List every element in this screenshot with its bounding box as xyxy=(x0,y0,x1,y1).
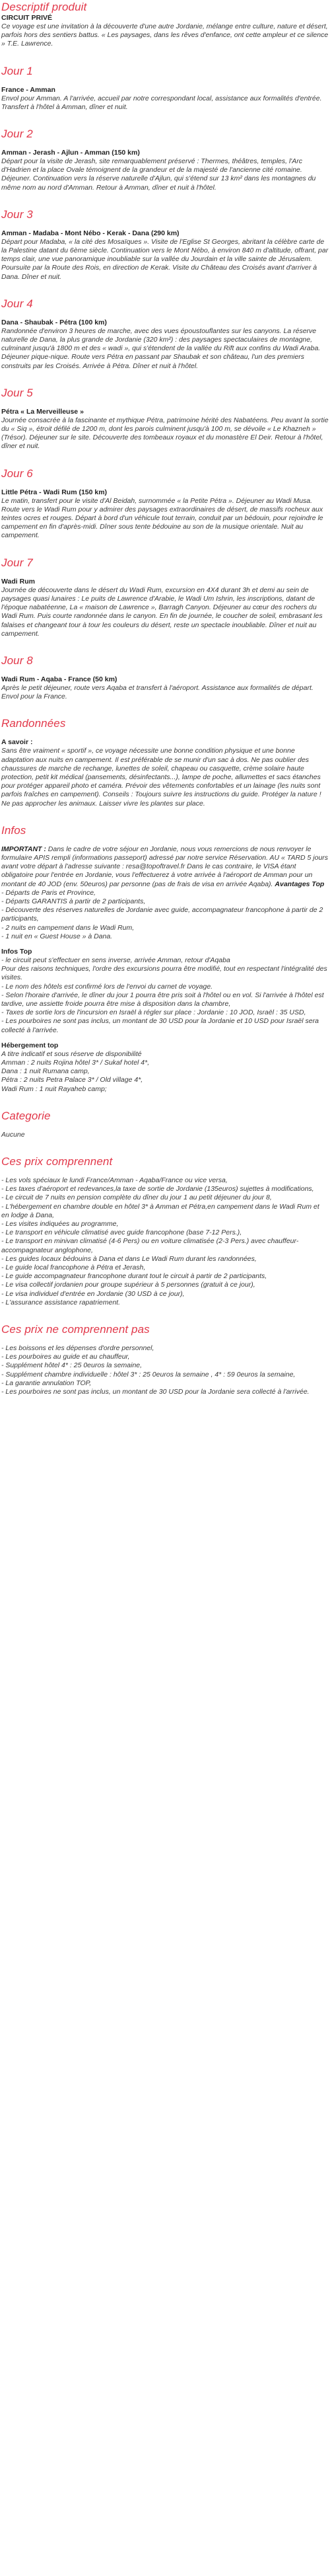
prix-comprennent-item: - Le circuit de 7 nuits en pension complète du dîner du jour 1 au petit déjeuner du jour 8, xyxy=(1,1193,272,1202)
infos-section xyxy=(1,824,329,1094)
day-subtitle: Amman - Jerash - Ajlun - Amman (150 km) xyxy=(1,149,140,157)
day-title: Jour 5 xyxy=(1,386,33,399)
prix-non-comprennent-item: - Supplément chambre individuelle : hôtel 3* : 25 0euros la semaine , 4* : 59 0euros la semaine, xyxy=(1,1370,296,1379)
day-text: Après le petit déjeuner, route vers Aqaba et transfert à l'aéroport. Assistance aux formalités de départ. Envol pour la France. xyxy=(1,683,314,701)
day-section xyxy=(1,467,329,541)
prix-comprennent-item: - Le transport en véhicule climatisé avec guide francophone (base 7-12 Pers.), xyxy=(1,1229,242,1237)
day-section xyxy=(1,208,329,282)
infotop-item: - le circuit peut s'effectuer en sens inverse, arrivée Amman, retour d'Aqaba xyxy=(1,956,230,964)
prix-non-comprennent-list xyxy=(1,1344,329,1396)
prix-comprennent-item: - Le guide local francophone à Pétra et Jerash, xyxy=(1,1264,146,1272)
prix-non-comprennent-item: - Les pourboires ne sont pas inclus, un montant de 30 USD pour la Jordanie sera collecté à l'arrivée. xyxy=(1,1388,310,1396)
prix-comprennent-item: - Les guides locaux bédouins à Dana et dans Le Wadi Rum durant les randonnées, xyxy=(1,1254,257,1263)
day-section xyxy=(1,65,329,112)
description-label: CIRCUIT PRIVÉ xyxy=(1,14,53,22)
day-title: Jour 8 xyxy=(1,654,33,667)
page xyxy=(0,1,330,1396)
hebergement-item: Pétra : 2 nuits Petra Palace 3* / Old village 4*, xyxy=(1,1076,143,1084)
infotop-item: - Le nom des hôtels est confirmé lors de l'envoi du carnet de voyage. xyxy=(1,982,213,991)
prix-non-comprennent-title: Ces prix ne comprennent pas xyxy=(1,1323,150,1336)
prix-comprennent-item: - Les vols spéciaux le lundi France/Amman - Aqaba/France ou vice versa, xyxy=(1,1176,228,1185)
avantage-item: - Découverte des réserves naturelles de Jordanie avec guide, accompagnateur francophone à partir de 2 participants, xyxy=(1,906,323,923)
categorie-text: Aucune xyxy=(1,1130,25,1139)
hebergement-item: A titre indicatif et sous réserve de disponibilité xyxy=(1,1049,142,1058)
description-section xyxy=(1,1,329,49)
infotop-list xyxy=(1,956,329,1035)
infos-important xyxy=(1,845,329,889)
day-text: Randonnée d'environ 3 heures de marche, avec des vues époustouflantes sur les canyons. La réserve naturelle de Dana, la plus grande de Jordanie (320 km²) : des paysages spectaculaires de montagne, culminant jusqu'à 1800 m et des « wadi », qui s'étendent de la vallée du Rift aux confins du Wadi Araba. Déjeuner pique-nique. Route vers Pétra en passant par Shaubak et son château, l'un des premiers construits par les Croisés. Arrivée à Pétra. Dîner et nuit à l'hôtel. xyxy=(1,326,321,370)
day-text: Départ pour la visite de Jerash, site remarquablement préservé : Thermes, théâtres, temples, l'Arc d'Hadrien et la place Ovale témoignent de la grandeur et de la majesté de l'ancienne cité romaine. Déjeuner. Continuation vers la réserve naturelle d'Ajlun, qui s'étend sur 13 km² dans les montagnes du même nom au nord d'Amman. Retour à Amman, dîner et nuit à l'hôtel. xyxy=(1,157,316,192)
day-text: Journée consacrée à la fascinante et mythique Pétra, patrimoine hérité des Nabatéens. Peu avant la sortie du « Siq », étroit défilé de 1200 m, dont les parois culminent jusqu'à 100 m, se dévoile « Le Khazneh » (Trésor). Déjeuner sur le site. Découverte des tombeaux royaux et du monastère El Deir. Retour à l'hôtel, dîner et nuit. xyxy=(1,416,329,451)
day-text: Départ pour Madaba, « la cité des Mosaïques ». Visite de l'Eglise St Georges, abritant la célèbre carte de la Palestine datant du 6ème siècle. Continuation vers le Mont Nébo, à environ 840 m d'altitude, offrant, par temps clair, une vue panoramique inoubliable sur la vallée du Jourdain et la ville sainte de Jérusalem. Poursuite par la Route des Rois, en direction de Kerak. Visite du Château des Croisés avant d'arriver à Dana. Dîner et nuit. xyxy=(1,237,329,281)
prix-comprennent-title: Ces prix comprennent xyxy=(1,1155,113,1168)
day-subtitle: Dana - Shaubak - Pétra (100 km) xyxy=(1,318,107,326)
prix-comprennent-item: - L'assurance assistance rapatriement. xyxy=(1,1298,121,1307)
hebergement-item: Wadi Rum : 1 nuit Rayaheb camp; xyxy=(1,1084,107,1093)
randonnees-label: A savoir : xyxy=(1,738,33,747)
infos-avantages-label: Avantages Top xyxy=(275,880,325,888)
day-subtitle: France - Amman xyxy=(1,85,55,94)
avantages-list xyxy=(1,889,329,941)
day-title: Jour 6 xyxy=(1,467,33,480)
prix-comprennent-item: - L'hébergement en chambre double en hôtel 3* à Amman et Pétra,en campement dans le Wadi Rum et en lodge à Dana, xyxy=(1,1202,319,1219)
prix-comprennent-section xyxy=(1,1155,329,1307)
prix-comprennent-item: - Le transport en minivan climatisé (4-6 Pers) ou en voiture climatisée (2-3 Pers.) avec chauffeur-accompagnateur anglophone, xyxy=(1,1237,299,1254)
hebergement-label: Hébergement top xyxy=(1,1041,59,1049)
day-title: Jour 1 xyxy=(1,64,33,77)
infos-important-text: Dans le cadre de votre séjour en Jordanie, nous vous remercions de nous renvoyer le formulaire APIS rempli (informations passeport) adressé par notre service Réservation. AU « TARD 5 jours avant votre départ à l'adresse suivante : resa@topoftravel.fr Dans le cas contraire, le VISA étant obligatoire pour l'entrée en Jordanie, vous l'effectuerez à votre arrivée à l'aéroport de Amman pour un montant de 40 JOD (env. 50euros) par personne (pas de frais de visa en arrivée Aqaba). xyxy=(1,845,329,888)
categorie-section xyxy=(1,1110,329,1139)
infos-important-label: IMPORTANT : xyxy=(1,845,46,853)
day-text: Le matin, transfert pour le visite d'Al Beidah, surnommée « la Petite Pétra ». Déjeuner au Wadi Musa. Route vers le Wadi Rum pour y admirer des paysages extraordinaires de désert, de massifs rocheux aux teintes ocres et rouges. Départ à bord d'un véhicule tout terrain, conduit par un bédouin, pour rejoindre le campement en fin d'après-midi. Dîner sous tente bédouine au son de la musique orientale. Nuit au campement. xyxy=(1,496,323,540)
prix-comprennent-item: - Les taxes d'aéroport et redevances,la taxe de sortie de Jordanie (135euros) sujettes à modifications, xyxy=(1,1185,314,1193)
day-section xyxy=(1,654,329,701)
avantage-item: - Départs de Paris et Province, xyxy=(1,888,96,897)
hebergement-item: Amman : 2 nuits Rojina hôtel 3* / Sukaf hotel 4*, xyxy=(1,1059,150,1067)
day-section xyxy=(1,387,329,451)
prix-comprennent-item: - Le guide accompagnateur francophone durant tout le circuit à partir de 2 participants, xyxy=(1,1272,267,1281)
prix-non-comprennent-item: - Les boissons et les dépenses d'ordre personnel, xyxy=(1,1344,154,1353)
day-title: Jour 4 xyxy=(1,297,33,310)
prix-non-comprennent-section xyxy=(1,1323,329,1396)
day-subtitle: Wadi Rum - Aqaba - France (50 km) xyxy=(1,675,117,683)
infotop-item: - Taxes de sortie lors de l'incursion en Israël à régler sur place : Jordanie : 10 JOD, Israël : 35 USD, xyxy=(1,1008,306,1017)
day-subtitle: Amman - Madaba - Mont Nébo - Kerak - Dana (290 km) xyxy=(1,229,180,237)
infotop-item: - Les pourboires ne sont pas inclus, un montant de 30 USD pour la Jordanie et 10 USD pour Israël sera collecté à l'arrivée. xyxy=(1,1017,319,1034)
day-title: Jour 7 xyxy=(1,556,33,569)
avantage-item: - 1 nuit en « Guest House » à Dana. xyxy=(1,932,113,940)
randonnees-section xyxy=(1,717,329,808)
infotop-item: Pour des raisons techniques, l'ordre des excursions pourra être modifié, tout en respectant l'intégralité des visites. xyxy=(1,965,327,982)
day-text: Journée de découverte dans le désert du Wadi Rum, excursion en 4X4 durant 3h et demi au sein de paysages quasi lunaires : Le puits de Lawrence d'Arabie, le Wadi Um Ishrin, les inscriptions, datant de l'époque nabatéenne, La « maison de Lawrence », Barragh Canyon. Déjeuner au cœur des rochers du Wadi Rum. Puis courte randonnée dans le canyon. En fin de journée, le coucher de soleil, embrasant les falaises et changeant tour à tour les couleurs du désert, reste un spectacle inoubliable. Dîner et nuit au campement. xyxy=(1,586,323,638)
infotop-label: Infos Top xyxy=(1,947,32,956)
randonnees-text: Sans être vraiment « sportif », ce voyage nécessite une bonne condition physique et une bonne adaptation aux nuits en campement. Il est préférable de se munir d'un sac à dos. Ne pas oublier des chaussures de marche de rechange, lunettes de soleil, chapeau ou casquette, crème solaire haute protection, petit kit médical (pansements, désinfectants...), lampe de poche, allumettes et sacs étanches pour protéger appareil photo et caméra. Prévoir des vêtements confortables et un lainage (les nuits sont parfois fraîches en campement). Conseils : Toujours suivre les instructions du guide. Protéger la nature ! Ne pas approcher les animaux. Laisser vivre les plantes sur place. xyxy=(1,747,321,808)
randonnees-title: Randonnées xyxy=(1,717,66,730)
hebergement-item: Dana : 1 nuit Rumana camp, xyxy=(1,1067,90,1076)
avantage-item: - Départs GARANTIS à partir de 2 participants, xyxy=(1,897,146,905)
prix-non-comprennent-item: - La garantie annulation TOP, xyxy=(1,1379,92,1387)
day-section xyxy=(1,128,329,192)
day-text: Envol pour Amman. A l'arrivée, accueil par notre correspondant local, assistance aux formalités d'entrée. Transfert à l'hôtel à Amman, dîner et nuit. xyxy=(1,94,322,111)
day-subtitle: Pétra « La Merveilleuse » xyxy=(1,407,84,416)
prix-comprennent-item: - Les visites indiquées au programme, xyxy=(1,1220,119,1229)
description-text: Ce voyage est une invitation à la découverte d'une autre Jordanie, mélange entre culture, nature et désert, parfois hors des sentiers battus. « Les paysages, dans les rêves d'enfance, ont cette ampleur et ce silence » T.E. Lawrence. xyxy=(1,22,329,48)
description-title: Descriptif produit xyxy=(1,1,87,13)
prix-comprennent-item: - Le visa individuel d'entrée en Jordanie (30 USD à ce jour), xyxy=(1,1289,185,1298)
prix-comprennent-item: - Le visa collectif jordanien pour groupe supérieur à 5 personnes (gratuit à ce jour), xyxy=(1,1281,255,1289)
day-subtitle: Wadi Rum xyxy=(1,577,35,586)
infotop-item: - Selon l'horaire d'arrivée, le dîner du jour 1 pourra être pris soit à l'hôtel ou en vol. Si l'arrivée à l'hôtel est tardive, une assiette froide pourra être mise à disposition dans la chambre, xyxy=(1,991,324,1008)
day-section xyxy=(1,556,329,638)
hebergement-list xyxy=(1,1050,329,1094)
prix-non-comprennent-item: - Les pourboires au guide et au chauffeur, xyxy=(1,1353,130,1361)
avantage-item: - 2 nuits en campement dans le Wadi Rum, xyxy=(1,923,135,932)
day-subtitle: Little Pétra - Wadi Rum (150 km) xyxy=(1,488,108,496)
infos-title: Infos xyxy=(1,823,26,837)
prix-non-comprennent-item: - Supplément hôtel 4* : 25 0euros la semaine, xyxy=(1,1361,143,1370)
day-title: Jour 2 xyxy=(1,128,33,141)
itinerary xyxy=(1,65,329,702)
categorie-title: Categorie xyxy=(1,1109,51,1122)
day-title: Jour 3 xyxy=(1,208,33,221)
prix-comprennent-list xyxy=(1,1176,329,1307)
day-section xyxy=(1,297,329,371)
